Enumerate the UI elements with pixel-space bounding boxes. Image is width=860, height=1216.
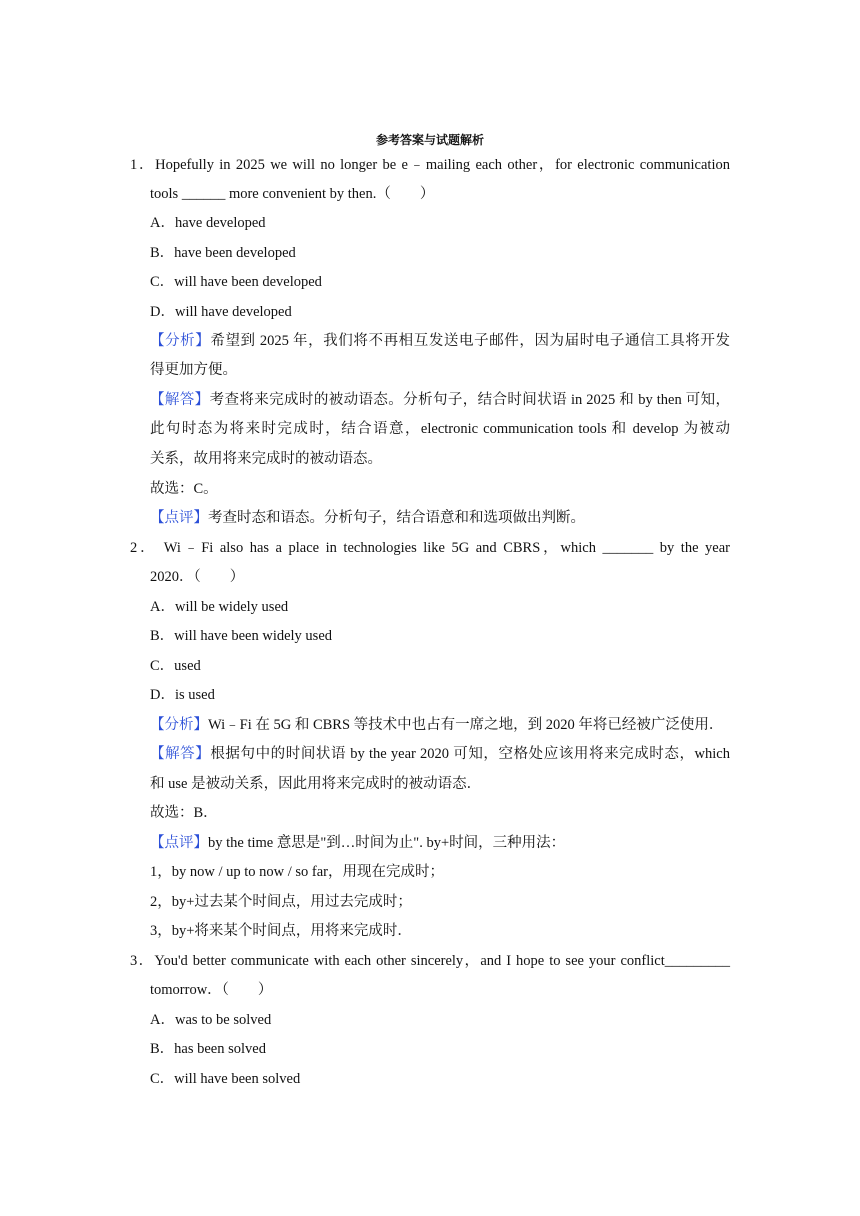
q3-option-a: A．was to be solved	[150, 1012, 272, 1028]
q2-option-d: D．is used	[150, 687, 215, 703]
q2-option-a: A．will be widely used	[150, 599, 289, 615]
q1-option-c: C．will have been developed	[150, 274, 322, 290]
q2-usage-2: 2，by+过去某个时间点，用过去完成时；	[150, 894, 412, 910]
q2-stem-line2: 2020．（ ）	[150, 569, 245, 585]
q1-analysis-line2: 得更加方便。	[150, 362, 237, 378]
q2-usage-3: 3，by+将来某个时间点，用将来完成时．	[150, 923, 412, 939]
q2-usage-1: 1，by now / up to now / so far，用现在完成时；	[150, 864, 445, 880]
q2-comment: 【点评】by the time 意思是"到…时间为止". by+时间，三种用法：	[150, 835, 566, 851]
q2-answer-line2: 和 use 是被动关系，因此用将来完成时的被动语态．	[150, 776, 482, 792]
q1-option-d: D．will have developed	[150, 304, 292, 320]
q1-analysis-line1: 【分析】希望到 2025 年，我们将不再相互发送电子邮件，因为届时电子通信工具将开发	[150, 333, 731, 349]
q3-option-c: C．will have been solved	[150, 1071, 301, 1087]
comment-tag: 【点评】	[150, 835, 208, 851]
q3-option-b: B．has been solved	[150, 1041, 266, 1057]
q2-choice: 故选：B．	[150, 805, 218, 821]
q1-choice: 故选：C。	[150, 481, 218, 497]
q3-stem-line2: tomorrow．（ ）	[150, 982, 273, 998]
q1-answer-line2: 此句时态为将来时完成时，结合语意，electronic communication tools 和 develop 为被动	[150, 421, 730, 437]
q3-stem-line1: 3．You'd better communicate with each other sincerely，and I hope to see your conflict_________	[130, 953, 730, 969]
q1-answer-line3: 关系，故用将来完成时的被动语态。	[150, 451, 382, 467]
answer-tag: 【解答】	[150, 746, 211, 762]
q2-stem-line1: 2． Wi﹣Fi also has a place in technologies like 5G and CBRS，which _______ by the year	[130, 540, 730, 556]
analysis-tag: 【分析】	[150, 717, 208, 733]
q1-answer-line1: 【解答】考查将来完成时的被动语态。分析句子，结合时间状语 in 2025 和 by then 可知，	[150, 392, 731, 408]
q2-option-c: C．used	[150, 658, 201, 674]
analysis-tag: 【分析】	[150, 333, 211, 349]
q1-stem-line1: 1．Hopefully in 2025 we will no longer be e﹣mailing each other，for electronic communication	[130, 157, 730, 173]
q1-option-a: A．have developed	[150, 215, 266, 231]
answer-tag: 【解答】	[150, 392, 210, 408]
q2-option-b: B．will have been widely used	[150, 628, 333, 644]
q2-analysis: 【分析】Wi﹣Fi 在 5G 和 CBRS 等技术中也占有一席之地，到 2020 年将已经被广泛使用．	[150, 717, 724, 733]
q1-comment: 【点评】考查时态和语态。分析句子，结合语意和和选项做出判断。	[150, 510, 585, 526]
q2-answer-line1: 【解答】根据句中的时间状语 by the year 2020 可知，空格处应该用将来完成时态，which	[150, 746, 730, 762]
q1-option-b: B．have been developed	[150, 245, 296, 261]
page-title: 参考答案与试题解析	[375, 133, 484, 147]
q1-stem-line2: tools ______ more convenient by then.（ ）	[150, 186, 435, 202]
comment-tag: 【点评】	[150, 510, 208, 526]
